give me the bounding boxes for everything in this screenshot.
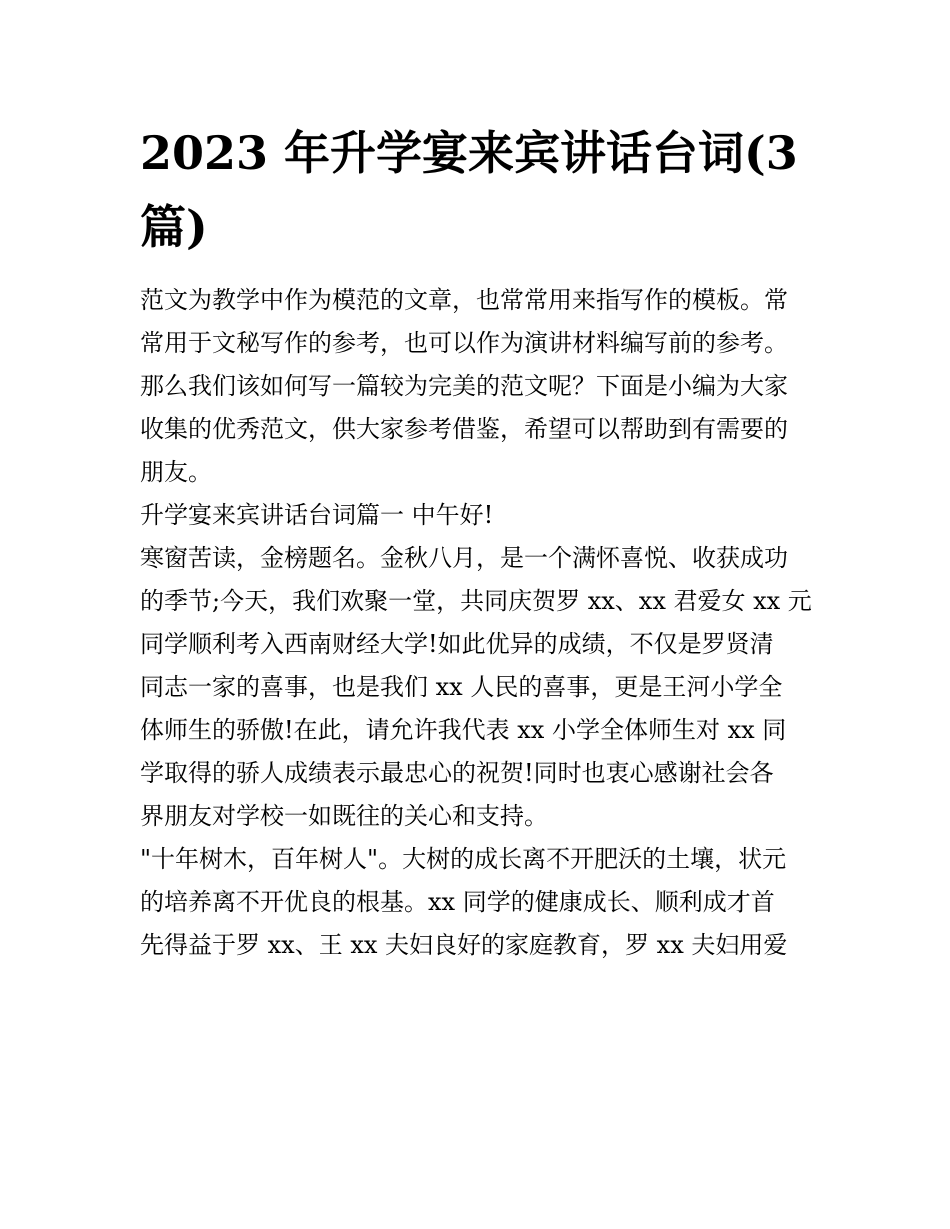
body-line: 同学顺利考入西南财经大学!如此优异的成绩，不仅是罗贤清 [140,630,774,658]
body-line: 体师生的骄傲!在此，请允许我代表 xx 小学全体师生对 xx 同 [140,716,787,744]
body-line: 范文为教学中作为模范的文章，也常常用来指写作的模板。常 [140,286,788,314]
body-line: "十年树木，百年树人"。大树的成长离不开肥沃的土壤，状元 [140,845,787,873]
section-heading-line: 升学宴来宾讲话台词篇一 中午好! [140,501,494,529]
body-line: 界朋友对学校一如既往的关心和支持。 [140,802,548,830]
body-line: 寒窗苦读，金榜题名。金秋八月，是一个满怀喜悦、收获成功 [140,544,788,572]
body-line: 先得益于罗 xx、王 xx 夫妇良好的家庭教育，罗 xx 夫妇用爱 [140,931,788,959]
body-line: 学取得的骄人成绩表示最忠心的祝贺!同时也衷心感谢社会各 [140,759,774,787]
body-line: 朋友。 [140,458,212,486]
body-line: 那么我们该如何写一篇较为完美的范文呢？下面是小编为大家 [140,372,788,400]
title-line: 篇) [140,200,208,254]
document-body [140,279,820,967]
document-title [140,116,820,264]
body-line: 同志一家的喜事，也是我们 xx 人民的喜事，更是王河小学全 [140,673,783,701]
body-line: 收集的优秀范文，供大家参考借鉴，希望可以帮助到有需要的 [140,415,788,443]
body-line: 的培养离不开优良的根基。xx 同学的健康成长、顺利成才首 [140,888,775,916]
body-line: 常用于文秘写作的参考，也可以作为演讲材料编写前的参考。 [140,329,788,357]
title-line: 2023 年升学宴来宾讲话台词(3 [140,126,798,180]
body-line: 的季节;今天，我们欢聚一堂，共同庆贺罗 xx、xx 君爱女 xx 元 [140,587,812,615]
